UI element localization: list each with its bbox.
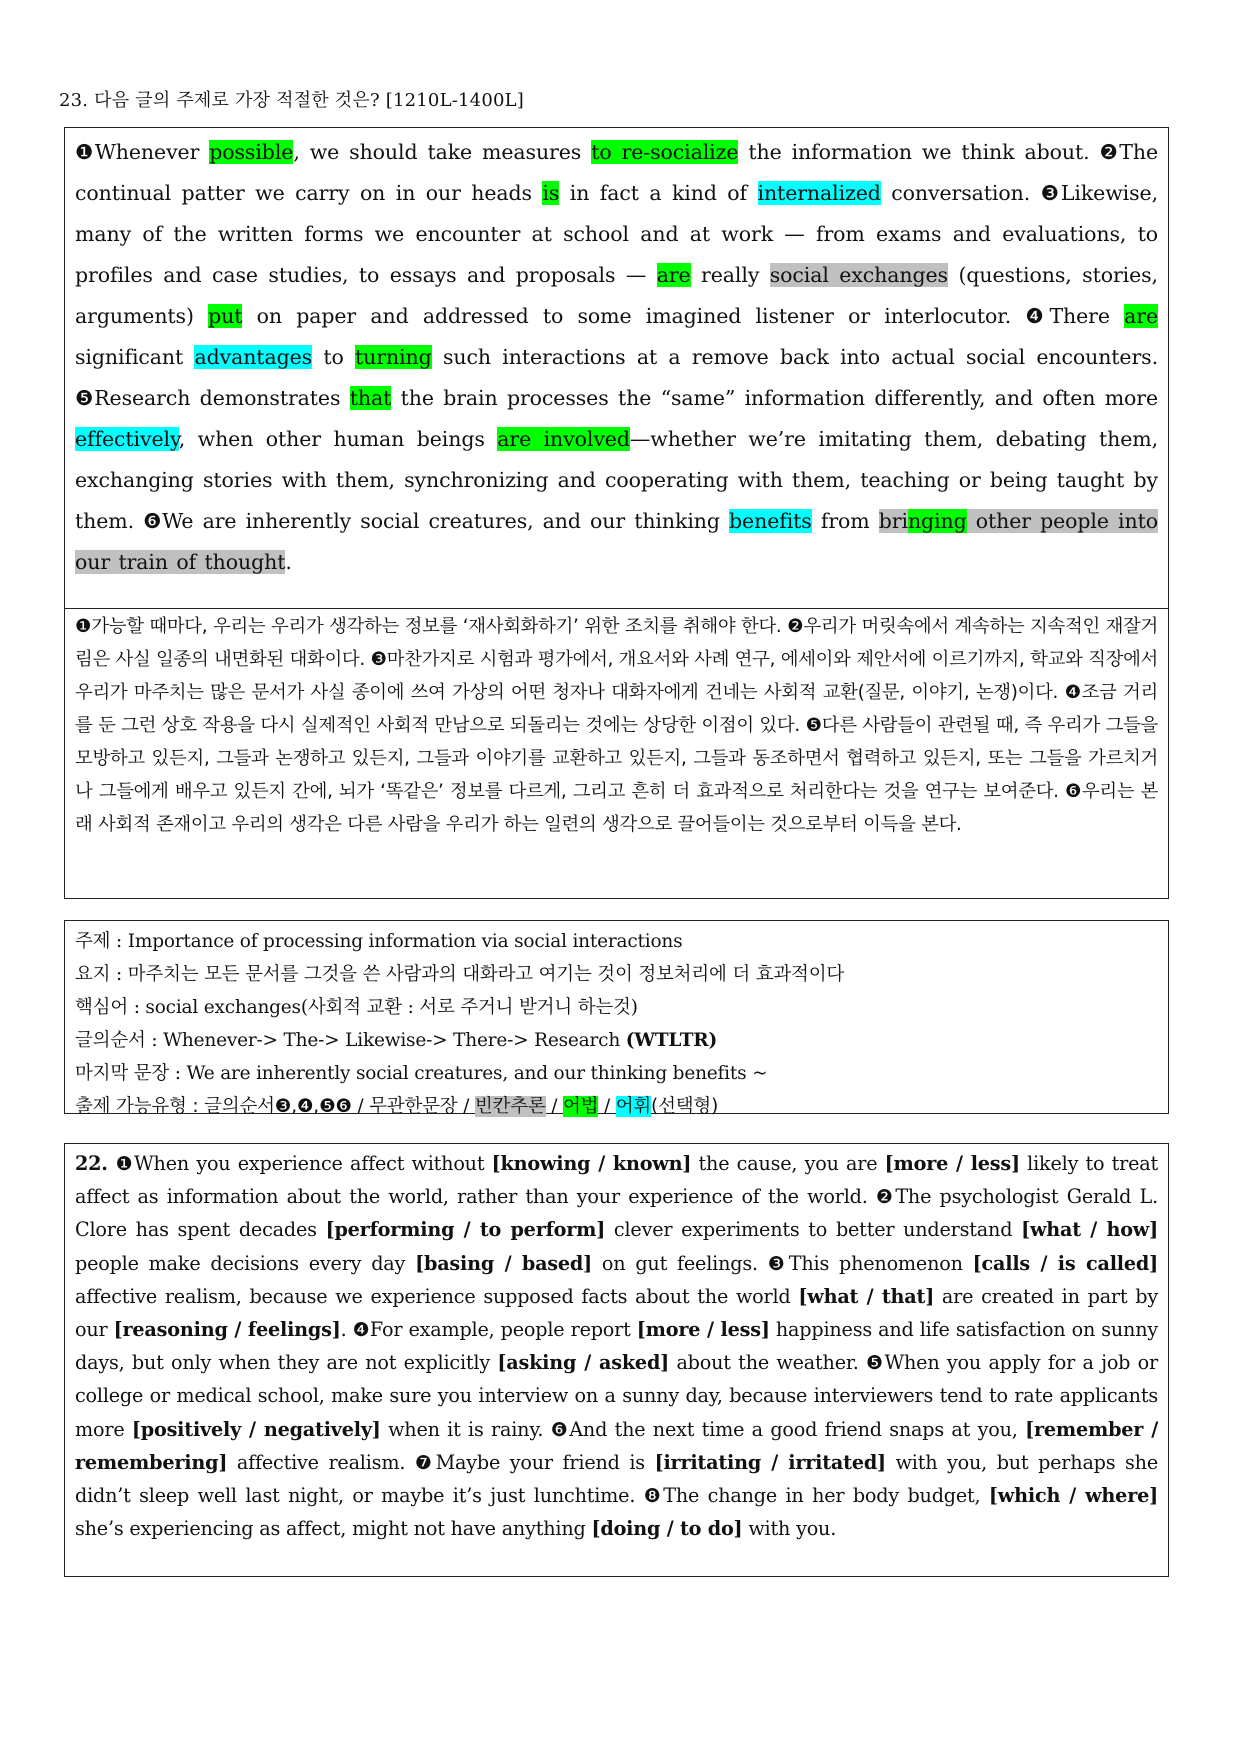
topic-label: 주제: [75, 931, 111, 952]
blank-highlight: social exchanges: [769, 263, 948, 287]
choice-bracket: [what / that]: [798, 1284, 935, 1308]
last-text: We are inherently social creatures, and our thinking benefits ~: [186, 1063, 768, 1084]
choice-bracket: [doing / to do]: [591, 1517, 743, 1541]
passage-text: are created in part by our: [75, 1284, 1158, 1342]
choice-bracket: [remember / remembering]: [75, 1417, 1159, 1474]
keyword-label: 핵심어: [75, 997, 129, 1018]
passage-text: the cause, you are: [691, 1152, 885, 1175]
blank-highlight: bri: [878, 509, 908, 533]
passage-text: in fact a kind of: [559, 181, 758, 205]
choice-bracket: [asking / asked]: [497, 1351, 670, 1375]
last-label: 마지막 문장: [75, 1063, 170, 1084]
type-separator: /: [545, 1096, 563, 1117]
passage-text: on paper and addressed to some imagined listener or interlocutor. ❹There: [242, 304, 1125, 328]
types-prefix: 글의순서❸,❹,❺❻ / 무관한문장 /: [204, 1096, 475, 1117]
type-vocab-suffix: (선택형): [651, 1096, 719, 1117]
blank-highlight: other people into our train of thought: [75, 509, 1158, 574]
passage-divider: [65, 608, 1168, 609]
choice-bracket: [reasoning / feelings]: [113, 1318, 341, 1342]
passage-text: with you, but perhaps she didn’t sleep well last night, or maybe it’s just lunchtime. ❽The change in her body budget,: [75, 1450, 1158, 1508]
passage-text: . ❹For example, people report: [340, 1318, 637, 1342]
grammar-highlight: are involved: [497, 427, 630, 451]
passage-text: really: [690, 263, 770, 287]
question-23-title: 23. 다음 글의 주제로 가장 적절한 것은? [1210L-1400L]: [59, 90, 525, 111]
passage-text: affective realism. ❼Maybe your friend is: [227, 1450, 655, 1474]
vocab-highlight: effectively: [75, 427, 179, 451]
vocab-highlight: internalized: [757, 181, 881, 205]
choice-bracket: [irritating / irritated]: [654, 1450, 886, 1474]
summary-topic: 주제 : Importance of processing information via social interactions: [75, 931, 683, 952]
summary-keyword: 핵심어 : social exchanges(사회적 교환 : 서로 주거니 받거니 하는것): [75, 997, 638, 1018]
type-grammar: 어법: [562, 1096, 599, 1117]
grammar-highlight: turning: [355, 345, 432, 369]
korean-translation: ❶가능할 때마다, 우리는 우리가 생각하는 정보를 ‘재사회화하기’ 위한 조치를 취해야 한다. ❷우리가 머릿속에서 계속하는 지속적인 재잘거림은 사실 일종의 내면화된 대화이다. ❸마찬가지로 시험과 평가에서, 개요서와 사례 연구, 에세이와 제안서에 이르기까지, 학교와 직장에서 우리가 마주치는 많은 문서가 사실 종이에 쓰여 가상의 어떤 청자나 대화자에게 건네는 사회적 교환(질문, 이야기, 논쟁)이다. ❹조금 거리를 둔 그런 상호 작용을 다시 실제적인 사회적 만남으로 되돌리는 것에는 상당한 이점이 있다. ❺다른 사람들이 관련될 때, 즉 우리가 그들을 모방하고 있든지, 그들과 논쟁하고 있든지, 그들과 이야기를 교환하고 있든지, 그들과 동조하면서 협력하고 있든지, 또는 그들을 가르치거나 그들에게 배우고 있든지 간에, 뇌가 ‘똑같은’ 정보를 다르게, 그리고 흔히 더 효과적으로 처리한다는 것을 연구는 보여준다. ❻우리는 본래 사회적 존재이고 우리의 생각은 다른 사람을 우리가 하는 일련의 생각으로 끌어들이는 것으로부터 이득을 본다.: [75, 616, 1158, 835]
summary-box: [64, 920, 1169, 1117]
topic-text: Importance of processing information via social interactions: [127, 931, 683, 952]
passage-text: affective realism, because we experience supposed facts about the world: [75, 1284, 799, 1308]
grammar-highlight: possible: [209, 140, 294, 164]
gist-label: 요지: [75, 964, 111, 985]
vocab-highlight: advantages: [194, 345, 313, 369]
question-22-box: [64, 1143, 1169, 1577]
keyword-text: social exchanges(사회적 교환 : 서로 주거니 받거니 하는것): [145, 997, 638, 1018]
passage-text: she’s experiencing as affect, might not have anything: [75, 1517, 592, 1541]
passage-text: people make decisions every day: [75, 1251, 416, 1275]
grammar-highlight: nging: [907, 509, 967, 533]
passage-text: likely to treat affect as information about the world, rather than your experience of the world. ❷The psychologist Gerald L. Clore has spent decades: [75, 1152, 1159, 1242]
gist-text: 마주치는 모든 문서를 그것을 쓴 사람과의 대화라고 여기는 것이 정보처리에 더 효과적이다: [127, 964, 845, 985]
passage-text: .: [285, 550, 292, 574]
passage-text: ❶Whenever: [75, 140, 210, 164]
summary-last-sentence: 마지막 문장 : We are inherently social creatures, and our thinking benefits ~: [75, 1063, 768, 1084]
passage-text: on gut feelings. ❸This phenomenon: [592, 1251, 973, 1275]
types-label: 출제 가능유형: [75, 1096, 187, 1117]
summary-question-types: 출제 가능유형 : 글의순서❸,❹,❺❻ / 무관한문장 / 빈칸추론 / 어법 / 어휘(선택형): [75, 1096, 719, 1117]
choice-bracket: [more / less]: [636, 1318, 770, 1342]
grammar-highlight: to re-socialize: [591, 140, 739, 164]
choice-bracket: [calls / is called]: [972, 1251, 1158, 1275]
passage-text: such interactions at a remove back into actual social encounters. ❺Research demonstrates: [75, 345, 1158, 410]
passage-text: , when other human beings: [178, 427, 498, 451]
summary-order: 글의순서 : Whenever-> The-> Likewise-> There-> Research (WTLTR): [75, 1030, 718, 1051]
english-passage: [75, 132, 1158, 608]
question-22-passage: [75, 1147, 1158, 1545]
choice-bracket: 22.: [75, 1152, 116, 1175]
grammar-highlight: are: [1124, 304, 1159, 328]
passage-text: ❶When you experience affect without: [115, 1152, 492, 1175]
grammar-highlight: are: [656, 263, 691, 287]
grammar-highlight: put: [208, 304, 243, 328]
passage-text: about the weather. ❺When you apply for a job or college or medical school, make sure you interview on a sunny day, because interviewers tend to rate applicants more: [75, 1351, 1158, 1441]
choice-bracket: [more / less]: [884, 1152, 1020, 1175]
passage-text: conversation. ❸Likewise, many of the written forms we encounter at school and at work — from exams and evaluations, to profiles and case studies, to essays and proposals —: [75, 181, 1158, 287]
order-text: Whenever-> The-> Likewise-> There-> Research: [163, 1030, 621, 1051]
passage-text: the information we think about. ❷The continual patter we carry on in our heads: [75, 140, 1158, 205]
passage-text: to: [312, 345, 356, 369]
passage-text: significant: [75, 345, 195, 369]
passage-text: (questions, stories, arguments): [75, 263, 1158, 328]
choice-bracket: [positively / negatively]: [131, 1417, 381, 1441]
passage-text: , we should take measures: [293, 140, 592, 164]
passage-text: clever experiments to better understand: [605, 1218, 1022, 1242]
type-separator: /: [598, 1096, 616, 1117]
summary-gist: 요지 : 마주치는 모든 문서를 그것을 쓴 사람과의 대화라고 여기는 것이 정보처리에 더 효과적이다: [75, 964, 845, 985]
passage-text: the brain processes the “same” information differently, and often more: [391, 386, 1159, 410]
type-blank-inference: 빈칸추론: [474, 1096, 546, 1117]
choice-bracket: [knowing / known]: [491, 1152, 692, 1175]
vocab-highlight: benefits: [729, 509, 812, 533]
choice-bracket: [which / where]: [988, 1484, 1158, 1508]
choice-bracket: [performing / to perform]: [325, 1218, 606, 1242]
passage-text: from: [811, 509, 879, 533]
grammar-highlight: is: [542, 181, 560, 205]
order-code: (WTLTR): [625, 1030, 718, 1051]
passage-text: —whether we’re imitating them, debating them, exchanging stories with them, synchronizing and cooperating with them, teaching or being taught by them. ❻We are inherently social creatures, and our thinking: [75, 427, 1158, 533]
passage-text: when it is rainy. ❻And the next time a good friend snaps at you,: [380, 1417, 1026, 1441]
passage-text: with you.: [742, 1517, 837, 1541]
passage-text: happiness and life satisfaction on sunny days, but only when they are not explicitly: [75, 1318, 1159, 1375]
choice-bracket: [basing / based]: [415, 1251, 593, 1275]
order-label: 글의순서: [75, 1030, 146, 1051]
type-vocabulary: 어휘: [615, 1096, 652, 1117]
passage-box: [64, 127, 1169, 899]
grammar-highlight: that: [349, 386, 392, 410]
choice-bracket: [what / how]: [1021, 1218, 1159, 1242]
